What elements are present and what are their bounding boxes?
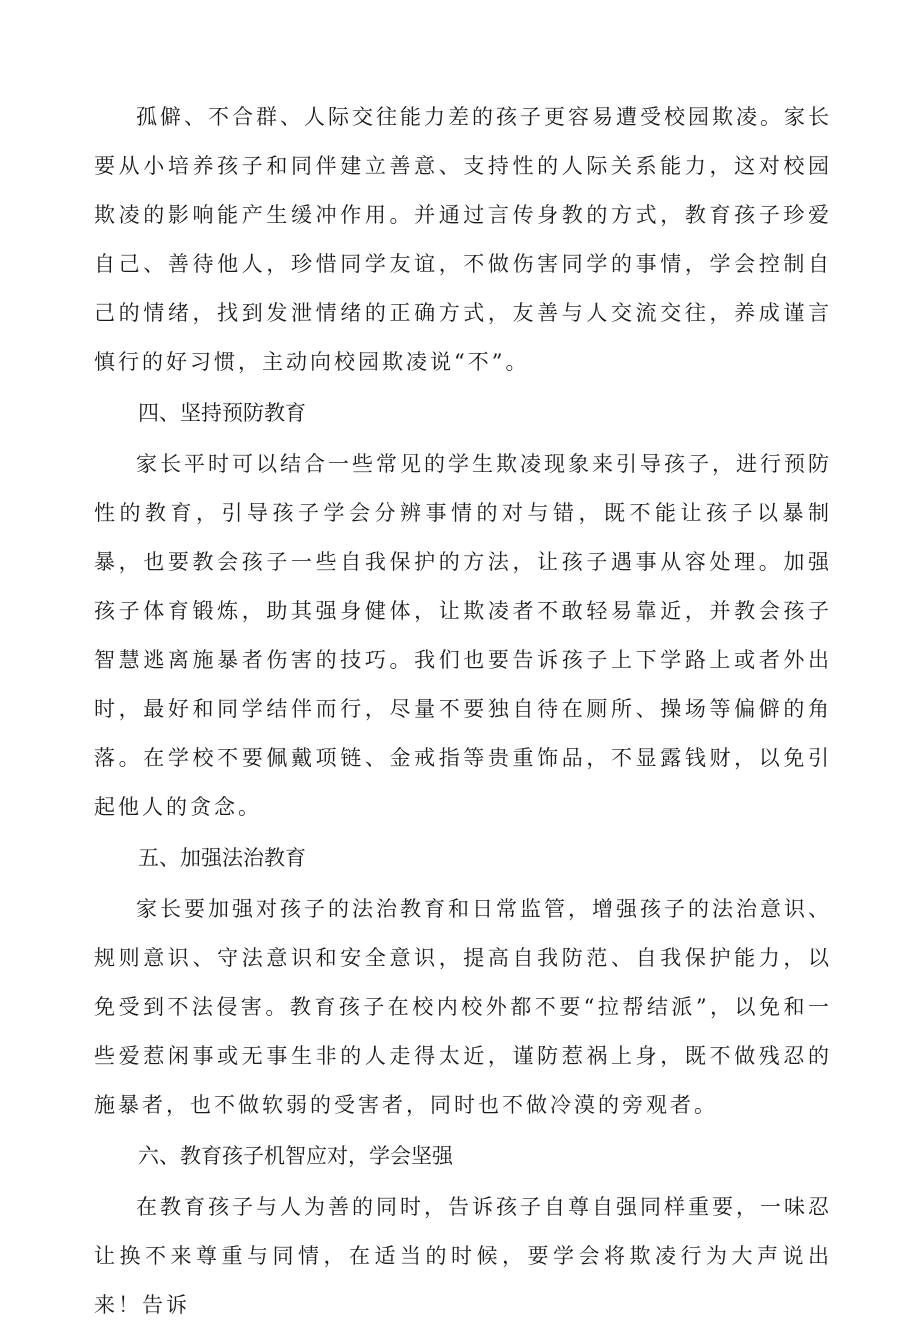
- document-body: [94, 93, 832, 1330]
- section-heading-law: 五、加强法治教育: [138, 846, 306, 870]
- section-heading-resilience: 六、教育孩子机智应对，学会坚强: [138, 1144, 453, 1168]
- section-heading-prevention: 四、坚持预防教育: [138, 401, 306, 425]
- paragraph-resilience: 在教育孩子与人为善的同时，告诉孩子自尊自强同样重要，一味忍让换不来尊重与同情，在适当的时候，要学会将欺凌行为大声说出来！告诉: [94, 1195, 832, 1317]
- paragraph-social-skills: 孤僻、不合群、人际交往能力差的孩子更容易遭受校园欺凌。家长要从小培养孩子和同伴建立善意、支持性的人际关系能力，这对校园欺凌的影响能产生缓冲作用。并通过言传身教的方式，教育孩子珍爱自己、善待他人，珍惜同学友谊，不做伤害同学的事情，学会控制自己的情绪，找到发泄情绪的正确方式，友善与人交流交往，养成谨言慎行的好习惯，主动向校园欺凌说“不”。: [94, 105, 832, 374]
- paragraph-prevention: 家长平时可以结合一些常见的学生欺凌现象来引导孩子，进行预防性的教育，引导孩子学会分辨事情的对与错，既不能让孩子以暴制暴，也要教会孩子一些自我保护的方法，让孩子遇事从容处理。加强孩子体育锻炼，助其强身健体，让欺凌者不敢轻易靠近，并教会孩子智慧逃离施暴者伤害的技巧。我们也要告诉孩子上下学路上或者外出时，最好和同学结伴而行，尽量不要独自待在厕所、操场等偏僻的角落。在学校不要佩戴项链、金戒指等贵重饰品，不显露钱财，以免引起他人的贪念。: [94, 452, 832, 819]
- paragraph-law: 家长要加强对孩子的法治教育和日常监管，增强孩子的法治意识、规则意识、守法意识和安全意识，提高自我防范、自我保护能力，以免受到不法侵害。教育孩子在校内校外都不要“拉帮结派”，以免和一些爱惹闲事或无事生非的人走得太近，谨防惹祸上身，既不做残忍的施暴者，也不做软弱的受害者，同时也不做冷漠的旁观者。: [94, 897, 832, 1117]
